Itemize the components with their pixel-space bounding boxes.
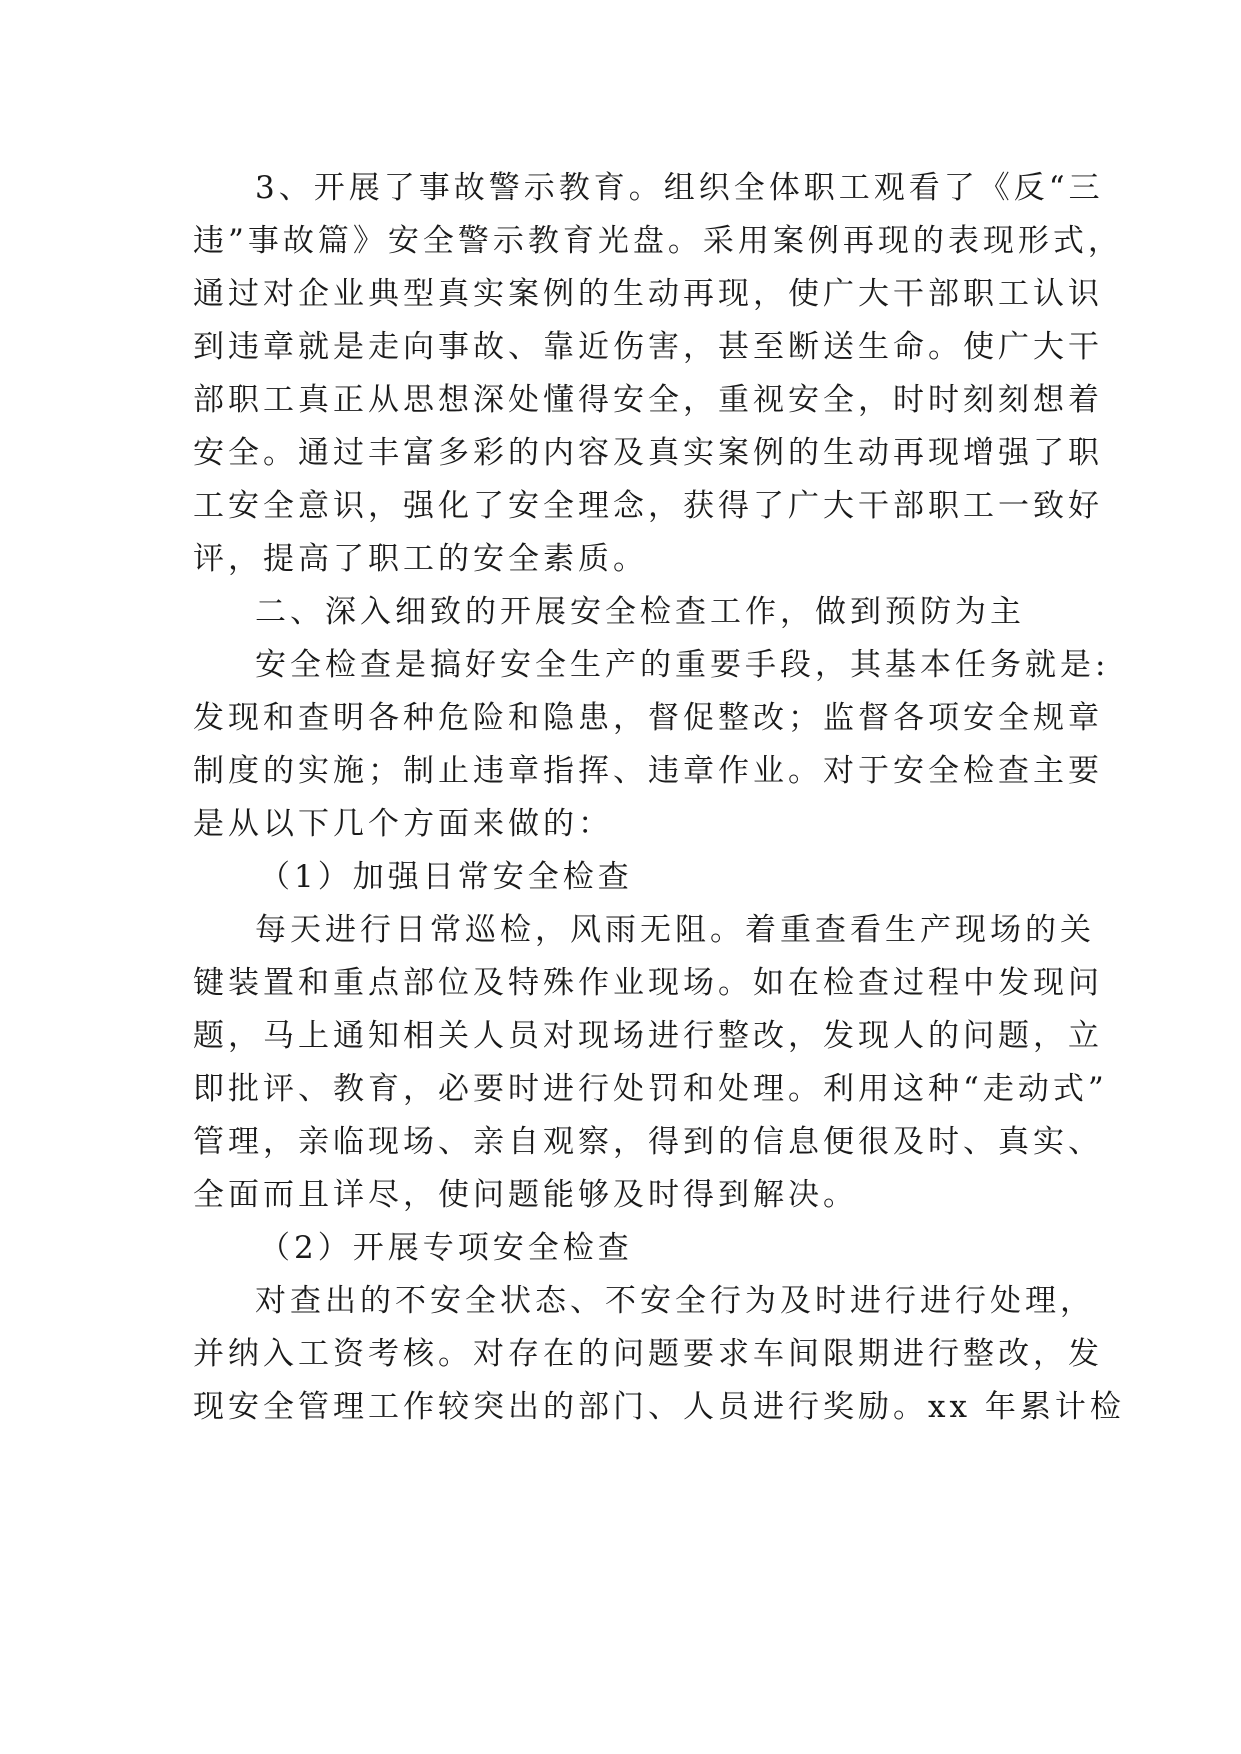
text-line: 管理，亲临现场、亲自观察，得到的信息便很及时、真实、 bbox=[193, 1124, 1103, 1160]
text-line: 部职工真正从思想深处懂得安全，重视安全，时时刻刻想着 bbox=[193, 382, 1103, 418]
text-line: 到违章就是走向事故、靠近伤害，甚至断送生命。使广大干 bbox=[193, 329, 1103, 365]
text-line: 制度的实施；制止违章指挥、违章作业。对于安全检查主要 bbox=[193, 753, 1103, 789]
text-line: 每天进行日常巡检，风雨无阻。着重查看生产现场的关 bbox=[255, 912, 1095, 948]
text-line: 安全。通过丰富多彩的内容及真实案例的生动再现增强了职 bbox=[193, 435, 1103, 471]
text-line: 并纳入工资考核。对存在的问题要求车间限期进行整改，发 bbox=[193, 1336, 1103, 1372]
text-line: 现安全管理工作较突出的部门、人员进行奖励。xx 年累计检 bbox=[193, 1389, 1125, 1425]
subsection-heading: （1）加强日常安全检查 bbox=[259, 859, 633, 895]
text-line: 工安全意识，强化了安全理念，获得了广大干部职工一致好 bbox=[193, 488, 1103, 524]
text-line: 对查出的不安全状态、不安全行为及时进行进行处理， bbox=[255, 1283, 1095, 1319]
document-body bbox=[193, 162, 1125, 1434]
section-heading: 二、深入细致的开展安全检查工作，做到预防为主 bbox=[255, 594, 1025, 630]
text-line: 键装置和重点部位及特殊作业现场。如在检查过程中发现问 bbox=[193, 965, 1103, 1001]
text-line: 评，提高了职工的安全素质。 bbox=[193, 541, 648, 577]
text-line: 题，马上通知相关人员对现场进行整改，发现人的问题，立 bbox=[193, 1018, 1103, 1054]
text-line: 通过对企业典型真实案例的生动再现，使广大干部职工认识 bbox=[193, 276, 1103, 312]
subsection-heading: （2）开展专项安全检查 bbox=[259, 1230, 633, 1266]
text-line: 3、开展了事故警示教育。组织全体职工观看了《反“三 bbox=[255, 170, 1104, 206]
text-line: 发现和查明各种危险和隐患，督促整改；监督各项安全规章 bbox=[193, 700, 1103, 736]
text-line: 即批评、教育，必要时进行处罚和处理。利用这种“走动式” bbox=[193, 1071, 1108, 1107]
text-line: 全面而且详尽，使问题能够及时得到解决。 bbox=[193, 1177, 858, 1213]
text-line: 是从以下几个方面来做的： bbox=[193, 806, 613, 842]
text-line: 安全检查是搞好安全生产的重要手段，其基本任务就是: bbox=[255, 647, 1110, 683]
text-line: 违”事故篇》安全警示教育光盘。采用案例再现的表现形式， bbox=[193, 223, 1123, 259]
